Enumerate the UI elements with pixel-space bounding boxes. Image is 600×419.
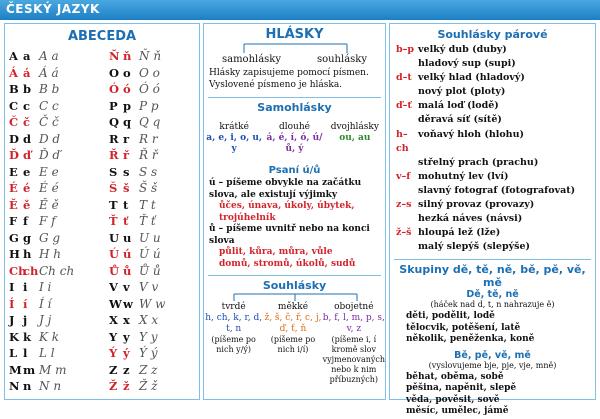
alphabet-row xyxy=(9,345,55,362)
letter-lowercase: j xyxy=(23,313,28,327)
letter-uppercase: É xyxy=(9,181,18,195)
letter-uppercase: U xyxy=(109,230,120,245)
letter-cursive: P p xyxy=(139,98,159,113)
alphabet-row xyxy=(9,329,60,346)
letter-cursive: F f xyxy=(39,214,56,228)
letter-lowercase: š xyxy=(123,181,130,195)
sounds-note-1: Hlásky zapisujeme pomocí písmen. xyxy=(209,68,369,78)
letter-lowercase: ř xyxy=(123,148,130,162)
dtn-note: (háček nad d, t, n nahrazuje ě) xyxy=(430,300,555,310)
vowels-title: Samohlásky xyxy=(257,101,332,114)
groups-title: Skupiny dě, tě, ně, bě, pě, vě, mě xyxy=(399,263,586,290)
soft-label: měkké xyxy=(277,302,309,312)
alphabet-row xyxy=(9,312,52,329)
bpvm-examples xyxy=(390,371,595,419)
u-rule-1: ú – píšeme obvykle na začátku slova, ale existují výjimky xyxy=(209,178,362,200)
alphabet-row xyxy=(9,65,59,82)
alphabet-row xyxy=(9,263,75,280)
paired-example: nový plot (ploty) xyxy=(418,86,506,98)
paired-example: děravá síť (sítě) xyxy=(418,114,502,126)
letter-cursive: V v xyxy=(139,280,159,294)
letter-cursive: X x xyxy=(139,313,159,327)
paired-key: h–ch xyxy=(396,128,409,154)
letter-uppercase: Ň xyxy=(109,49,120,63)
letter-uppercase: Y xyxy=(109,329,118,344)
letter-cursive: W w xyxy=(139,296,166,311)
letter-uppercase: B xyxy=(9,82,19,96)
alphabet-row xyxy=(109,296,166,313)
paired-row xyxy=(396,212,589,226)
letter-cursive: K k xyxy=(39,329,60,344)
letter-lowercase: ů xyxy=(123,263,132,278)
letter-cursive: L l xyxy=(39,346,55,360)
letter-lowercase: y xyxy=(123,329,130,344)
header-bar xyxy=(0,0,600,20)
group-example: tělocvik, potěšení, latě xyxy=(406,322,521,333)
paired-key: ď–ť xyxy=(396,100,412,112)
ambiguous-note: (píšeme i, í kromě slov vyjmenovaných nebo k nim příbuzných) xyxy=(322,335,386,384)
bpvm-title: Bě, pě, vě, mě xyxy=(454,349,531,361)
alphabet-row xyxy=(109,81,160,98)
letter-lowercase: v xyxy=(123,280,130,294)
paired-key: d–t xyxy=(396,72,412,84)
page-title: ČESKÝ JAZYK xyxy=(6,2,100,16)
paired-row xyxy=(396,128,589,156)
alphabet-row xyxy=(9,164,59,181)
letter-lowercase: r xyxy=(123,131,130,146)
paired-row xyxy=(396,156,589,170)
letter-lowercase: k xyxy=(23,329,31,344)
paired-example: střelný prach (prachu) xyxy=(418,156,539,168)
soft-note: (píšeme po nich i/í) xyxy=(270,335,316,354)
letter-cursive: Ů ů xyxy=(139,263,161,278)
letter-uppercase: L xyxy=(9,346,18,360)
paired-example: hladový sup (supi) xyxy=(418,58,516,70)
alphabet-row xyxy=(9,180,59,197)
paired-row xyxy=(396,71,589,85)
alphabet-row xyxy=(109,197,156,214)
letter-uppercase: Ř xyxy=(109,148,119,162)
letter-uppercase: V xyxy=(109,280,118,294)
alphabet-row xyxy=(109,263,161,280)
letter-uppercase: Ý xyxy=(109,346,118,360)
paired-key: ž–š xyxy=(396,227,412,239)
alphabet-row xyxy=(109,362,158,379)
letter-lowercase: ú xyxy=(123,247,132,261)
letter-uppercase: E xyxy=(9,164,18,179)
alphabet-row xyxy=(109,48,162,65)
alphabet-row xyxy=(109,345,158,362)
hard-note: (píšeme po nich y/ý) xyxy=(211,335,256,354)
u-rule-2-examples-1: půlit, kůra, můra, vůle xyxy=(219,247,333,257)
letter-cursive: Y y xyxy=(139,329,158,344)
letter-lowercase: č xyxy=(23,115,31,129)
paired-key xyxy=(396,184,418,198)
alphabet-row xyxy=(9,230,61,247)
alphabet-row xyxy=(9,246,62,263)
paired-consonants-panel xyxy=(389,23,596,417)
letter-uppercase: K xyxy=(9,329,19,344)
letter-lowercase: ě xyxy=(23,197,31,212)
letter-uppercase: Č xyxy=(9,115,19,129)
letter-lowercase: i xyxy=(23,280,28,294)
paired-row xyxy=(396,43,589,57)
paired-key xyxy=(396,113,418,127)
letter-uppercase: Ě xyxy=(9,197,18,212)
hard-label: tvrdé xyxy=(221,302,246,312)
paired-example: hezká náves (návsi) xyxy=(418,213,523,225)
long-vowels-value: á, é, í, ó, ú/ů, ý xyxy=(266,133,323,154)
alphabet-row xyxy=(9,296,52,313)
letter-uppercase: Ž xyxy=(109,379,118,393)
letter-cursive: Q q xyxy=(139,115,161,129)
letter-cursive: Ď ď xyxy=(39,148,61,162)
letter-cursive: Á á xyxy=(39,65,59,80)
paired-example: silný provaz (provazy) xyxy=(418,199,535,211)
letter-lowercase: ž xyxy=(123,379,130,393)
u-writing-title: Psaní ú/ů xyxy=(268,165,321,176)
ambiguous-value: b, f, l, m, p, s, v, z xyxy=(322,313,385,334)
alphabet-column-right xyxy=(109,48,166,395)
letter-lowercase: z xyxy=(123,362,130,377)
alphabet-column-left xyxy=(9,48,75,395)
alphabet-row xyxy=(9,213,56,230)
paired-example: voňavý hloh (hlohu) xyxy=(418,128,524,140)
letter-lowercase: ý xyxy=(123,346,130,360)
alphabet-row xyxy=(109,213,156,230)
alphabet-row xyxy=(9,48,59,65)
sounds-branch-arrows xyxy=(204,42,387,54)
letter-cursive: Ch ch xyxy=(39,263,75,278)
paired-row xyxy=(396,99,589,113)
alphabet-row xyxy=(109,230,161,247)
letter-uppercase: G xyxy=(9,230,19,245)
paired-example: malá loď (lodě) xyxy=(418,100,499,112)
letter-cursive: Ž ž xyxy=(139,379,158,393)
letter-uppercase: R xyxy=(109,131,119,146)
letter-cursive: Ě ě xyxy=(39,197,59,212)
alphabet-row xyxy=(109,279,159,296)
letter-lowercase: é xyxy=(23,181,31,195)
sounds-branches xyxy=(204,54,385,65)
letter-lowercase: e xyxy=(23,164,31,179)
paired-example: velký hlad (hladový) xyxy=(418,72,525,84)
short-vowels-value: a, e, i, o, u, y xyxy=(206,133,263,154)
alphabet-row xyxy=(9,98,59,115)
group-example: měsíc, umělec, jámě xyxy=(406,406,509,417)
letter-uppercase: Ch xyxy=(9,263,27,278)
letter-cursive: J j xyxy=(39,313,52,327)
dtn-title: Dě, tě, ně xyxy=(466,289,519,301)
alphabet-row xyxy=(9,362,67,379)
group-example: pěšina, napěnit, slepě xyxy=(406,383,517,394)
group-example: běhat, oběma, sobě xyxy=(406,371,504,382)
alphabet-row xyxy=(109,329,158,346)
paired-title: Souhlásky párové xyxy=(437,28,548,41)
letter-lowercase: c xyxy=(23,98,31,113)
letter-uppercase: Ť xyxy=(109,214,118,228)
consonants-types xyxy=(204,302,385,385)
letter-cursive: Č č xyxy=(39,115,59,129)
letter-uppercase: J xyxy=(9,313,15,327)
paired-key xyxy=(396,240,418,254)
letter-lowercase: ó xyxy=(123,82,131,96)
letter-cursive: C c xyxy=(39,98,59,113)
alphabet-row xyxy=(9,131,61,148)
letter-uppercase: Z xyxy=(109,362,118,377)
letter-lowercase: ť xyxy=(123,214,129,228)
letter-lowercase: g xyxy=(23,230,32,245)
alphabet-row xyxy=(9,378,62,395)
paired-row xyxy=(396,198,589,212)
letter-uppercase: O xyxy=(109,65,120,80)
letter-cursive: A a xyxy=(39,49,59,63)
letter-cursive: T t xyxy=(139,197,156,212)
letter-lowercase: o xyxy=(123,65,131,80)
ambiguous-label: obojetné xyxy=(334,302,374,312)
dtn-examples xyxy=(390,310,595,347)
letter-uppercase: Š xyxy=(109,181,118,195)
letter-cursive: G g xyxy=(39,230,61,245)
letter-cursive: O o xyxy=(139,65,160,80)
letter-cursive: E e xyxy=(39,164,59,179)
letter-uppercase: F xyxy=(9,214,18,228)
letter-lowercase: ď xyxy=(23,148,32,162)
letter-cursive: U u xyxy=(139,230,161,245)
letter-lowercase: l xyxy=(23,346,28,360)
alphabet-row xyxy=(109,98,159,115)
letter-lowercase: ch xyxy=(23,263,39,278)
letter-uppercase: Q xyxy=(109,115,120,129)
paired-key: z–s xyxy=(396,199,412,211)
alphabet-row xyxy=(9,197,59,214)
letter-uppercase: Á xyxy=(9,65,18,80)
letter-cursive: Š š xyxy=(139,181,158,195)
letter-uppercase: Ď xyxy=(9,148,19,162)
paired-row xyxy=(396,113,589,127)
alphabet-title: ABECEDA xyxy=(67,29,137,44)
letter-cursive: Ú ú xyxy=(139,247,161,261)
letter-cursive: Ť ť xyxy=(139,214,156,228)
letter-uppercase: Ů xyxy=(109,263,120,278)
letter-uppercase: I xyxy=(9,280,15,294)
letter-uppercase: Ó xyxy=(109,82,120,96)
letter-cursive: D d xyxy=(39,131,61,146)
u-rule-2-examples-2: domů, stromů, úkolů, sudů xyxy=(219,258,356,269)
vowels-types xyxy=(204,122,385,155)
alphabet-row xyxy=(109,147,158,164)
paired-key: b–p xyxy=(396,44,415,55)
group-example: věda, pověsit, sově xyxy=(406,394,500,405)
letter-lowercase: b xyxy=(23,82,32,96)
letter-uppercase: Í xyxy=(9,296,15,311)
group-example: několik, peněženka, koně xyxy=(406,334,535,345)
alphabet-row xyxy=(109,131,158,148)
letter-lowercase: d xyxy=(23,131,32,146)
paired-row xyxy=(396,170,589,184)
paired-key xyxy=(396,85,418,99)
alphabet-row xyxy=(109,65,160,82)
sounds-note-2: Vyslovené písmeno je hláska. xyxy=(209,79,343,90)
consonants-title: Souhlásky xyxy=(262,279,327,292)
alphabet-row xyxy=(9,147,61,164)
letter-cursive: Ý ý xyxy=(139,346,158,360)
diphthongs-value: ou, au xyxy=(339,133,371,143)
letter-uppercase: S xyxy=(109,164,118,179)
letter-lowercase: p xyxy=(123,98,132,113)
alphabet-panel xyxy=(4,23,200,400)
letter-lowercase: a xyxy=(23,49,31,63)
letter-lowercase: x xyxy=(123,313,130,327)
letter-cursive: Ó ó xyxy=(139,82,160,96)
group-example: děti, podělit, lodě xyxy=(406,311,495,322)
soft-value: ž, š, č, ř, c, j, ď, ť, ň xyxy=(264,313,322,334)
letter-uppercase: M xyxy=(9,362,22,377)
bpvm-note: (vyslovujeme bje, pje, vje, mně) xyxy=(428,360,557,370)
alphabet-row xyxy=(9,279,52,296)
paired-list xyxy=(390,41,595,256)
letter-cursive: É é xyxy=(39,181,59,195)
paired-key: v–f xyxy=(396,170,411,182)
branch-consonants: souhlásky xyxy=(316,54,368,65)
alphabet-row xyxy=(109,312,159,329)
letter-lowercase: ň xyxy=(123,49,132,63)
hard-value: h, ch, k, r, d, t, n xyxy=(205,313,263,334)
paired-row xyxy=(396,240,589,254)
letter-cursive: R r xyxy=(139,131,158,146)
letter-lowercase: t xyxy=(123,197,129,212)
letter-lowercase: q xyxy=(123,115,132,129)
alphabet-row xyxy=(109,114,161,131)
u-writing-rules xyxy=(204,176,385,272)
letter-cursive: Ň ň xyxy=(139,49,162,63)
letter-lowercase: w xyxy=(123,296,133,311)
letter-cursive: Í í xyxy=(39,296,52,311)
alphabet-row xyxy=(9,114,59,131)
letter-lowercase: m xyxy=(23,362,36,377)
letter-uppercase: T xyxy=(109,197,118,212)
letter-uppercase: D xyxy=(9,131,19,146)
paired-row xyxy=(396,184,589,198)
letter-uppercase: W xyxy=(109,296,122,311)
alphabet-row xyxy=(109,180,158,197)
letter-uppercase: P xyxy=(109,98,118,113)
letter-lowercase: h xyxy=(23,247,32,261)
letter-cursive: S s xyxy=(139,164,158,179)
letter-uppercase: H xyxy=(9,247,20,261)
letter-cursive: N n xyxy=(39,379,62,393)
letter-uppercase: X xyxy=(109,313,118,327)
letter-lowercase: u xyxy=(123,230,132,245)
paired-row xyxy=(396,226,589,240)
sounds-title: HLÁSKY xyxy=(265,27,324,42)
letter-cursive: B b xyxy=(39,82,60,96)
paired-example: hloupá lež (lže) xyxy=(418,227,501,239)
paired-example: slavný fotograf (fotografovat) xyxy=(418,184,576,196)
alphabet-row xyxy=(109,164,158,181)
letter-cursive: M m xyxy=(39,362,67,377)
letter-lowercase: í xyxy=(23,296,28,311)
letter-uppercase: A xyxy=(9,49,18,63)
letter-lowercase: n xyxy=(23,379,32,393)
alphabet-row xyxy=(109,246,161,263)
alphabet-row xyxy=(9,81,60,98)
branch-vowels: samohlásky xyxy=(221,54,282,65)
u-rule-1-examples: ůčes, únava, úkoly, úbytek, trojúhelník xyxy=(219,201,355,223)
letter-lowercase: á xyxy=(23,65,31,80)
letter-cursive: Ř ř xyxy=(139,148,158,162)
u-rule-2: ů – píšeme uvnitř nebo na konci slova xyxy=(209,224,370,246)
long-vowels-label: dlouhé xyxy=(279,122,310,132)
letter-cursive: H h xyxy=(39,247,62,261)
letter-cursive: Z z xyxy=(139,362,158,377)
consonants-branch-arrows xyxy=(204,292,387,302)
alphabet-row xyxy=(109,378,158,395)
letter-uppercase: N xyxy=(9,379,20,393)
diphthongs-label: dvojhlásky xyxy=(330,122,379,132)
paired-row xyxy=(396,85,589,99)
paired-key xyxy=(396,156,418,170)
letter-uppercase: Ú xyxy=(109,247,120,261)
paired-row xyxy=(396,57,589,71)
letter-uppercase: C xyxy=(9,98,19,113)
letter-lowercase: s xyxy=(123,164,130,179)
sounds-notes xyxy=(204,65,385,94)
sounds-panel xyxy=(203,23,386,400)
short-vowels-label: krátké xyxy=(219,122,249,132)
paired-example: mohutný lev (lví) xyxy=(418,170,509,182)
paired-example: malý slepýš (slepýše) xyxy=(418,241,531,253)
letter-cursive: I i xyxy=(39,280,52,294)
paired-example: velký dub (duby) xyxy=(418,44,507,55)
letter-lowercase: f xyxy=(23,214,28,228)
paired-key xyxy=(396,212,418,226)
paired-key xyxy=(396,57,418,71)
